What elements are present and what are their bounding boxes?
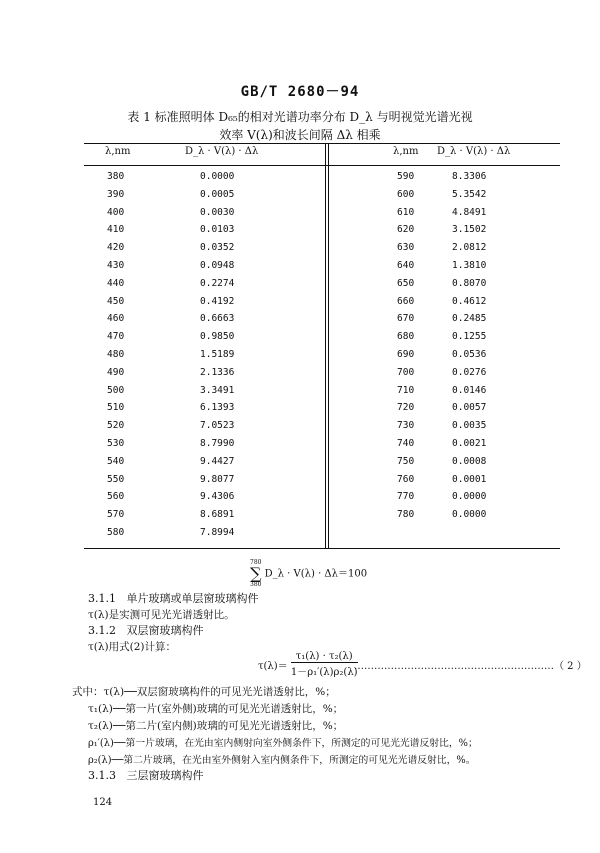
table-header-rule bbox=[84, 165, 560, 166]
where-line-2: τ₁(λ)──第一片(室外侧)玻璃的可见光光谱透射比，%； bbox=[88, 703, 344, 715]
table-cell-wavelength: 760 bbox=[397, 473, 415, 485]
table-cell-wavelength: 450 bbox=[107, 295, 125, 307]
header-wavelength-left: λ,nm bbox=[105, 146, 131, 157]
table-cell-wavelength: 410 bbox=[107, 224, 125, 236]
table-cell-value: 0.0000 bbox=[452, 509, 487, 521]
table-cell-value: 0.0000 bbox=[452, 491, 487, 503]
table-cell-value: 6.1393 bbox=[200, 402, 235, 414]
section-title: 单片玻璃或单层窗玻璃构件 bbox=[126, 592, 259, 605]
table-caption-line2: 效率 V(λ)和波长间隔 Δλ 相乘 bbox=[219, 128, 381, 142]
header-wavelength-right: λ,nm bbox=[393, 146, 419, 157]
section-title: 三层窗玻璃构件 bbox=[126, 769, 204, 782]
table-cell-wavelength: 720 bbox=[397, 402, 415, 414]
table-cell-wavelength: 390 bbox=[107, 188, 125, 200]
table-cell-wavelength: 670 bbox=[397, 313, 415, 325]
table-cell-value: 7.8994 bbox=[200, 527, 235, 538]
table-cell-wavelength: 710 bbox=[397, 384, 415, 396]
table-cell-wavelength: 620 bbox=[397, 224, 415, 236]
table-cell-value: 0.0008 bbox=[452, 455, 487, 467]
where-line-1: 式中：τ(λ)──双层窗玻璃构件的可见光光谱透射比，%； bbox=[72, 686, 336, 698]
formula-numerator: τ₁(λ) · τ₂(λ) bbox=[291, 651, 358, 663]
table-cell-value: 0.4192 bbox=[200, 295, 235, 307]
sum-body: D_λ · V(λ) · Δλ＝100 bbox=[264, 568, 368, 580]
table-cell-value: 3.1502 bbox=[452, 224, 487, 236]
table-cell-wavelength: 520 bbox=[107, 420, 125, 432]
table-cell-wavelength: 470 bbox=[107, 331, 125, 343]
table-cell-wavelength: 440 bbox=[107, 277, 125, 289]
table-cell-value: 0.2274 bbox=[200, 277, 235, 289]
table-cell-value: 8.7990 bbox=[200, 438, 235, 449]
section-number: 3.1.2 bbox=[88, 624, 116, 637]
where-line-4: ρ₁′(λ)──第一片玻璃，在光由室内侧射向室外侧条件下，所测定的可见光光谱反射比，%； bbox=[88, 738, 478, 749]
section-number: 3.1.3 bbox=[88, 769, 116, 782]
table-cell-value: 1.5189 bbox=[200, 349, 235, 360]
formula-denominator: 1－ρ₁′(λ)ρ₂(λ) bbox=[290, 667, 358, 678]
table-cell-wavelength: 460 bbox=[107, 313, 125, 325]
table-cell-wavelength: 660 bbox=[397, 295, 415, 307]
table-cell-wavelength: 730 bbox=[397, 420, 415, 432]
header-value-right: D_λ · V(λ) · Δλ bbox=[437, 146, 511, 157]
table-column-divider bbox=[325, 143, 329, 548]
table-cell-value: 0.6663 bbox=[200, 313, 235, 325]
table-cell-wavelength: 500 bbox=[107, 384, 125, 396]
table-cell-wavelength: 380 bbox=[107, 171, 125, 182]
table-cell-wavelength: 580 bbox=[107, 527, 125, 538]
table-cell-wavelength: 510 bbox=[107, 402, 125, 414]
table-cell-value: 1.3810 bbox=[452, 260, 487, 271]
summation-formula bbox=[250, 560, 390, 588]
table-cell-value: 0.0021 bbox=[452, 438, 487, 449]
table-cell-wavelength: 750 bbox=[397, 455, 415, 467]
table-cell-value: 0.0057 bbox=[452, 402, 487, 414]
table-cell-value: 0.4612 bbox=[452, 295, 487, 307]
formula-2 bbox=[258, 651, 358, 678]
table-cell-value: 9.8077 bbox=[200, 473, 235, 485]
table-cell-value: 0.2485 bbox=[452, 313, 487, 325]
table-cell-wavelength: 740 bbox=[397, 438, 415, 449]
table-cell-value: 4.8491 bbox=[452, 206, 487, 218]
table-cell-value: 9.4427 bbox=[200, 455, 235, 467]
table-cell-wavelength: 480 bbox=[107, 349, 125, 360]
table-cell-wavelength: 530 bbox=[107, 438, 125, 449]
table-cell-value: 3.3491 bbox=[200, 384, 235, 396]
table-caption-line1: 表 1 标准照明体 D₆₅的相对光谱功率分布 D_λ 与明视觉光谱光视 bbox=[127, 110, 473, 124]
table-cell-value: 0.0103 bbox=[200, 224, 235, 236]
table-cell-value: 0.0948 bbox=[200, 260, 235, 271]
table-cell-value: 2.1336 bbox=[200, 366, 235, 378]
section-title: 双层窗玻璃构件 bbox=[126, 624, 204, 637]
table-cell-wavelength: 700 bbox=[397, 366, 415, 378]
section-3-1-1 bbox=[88, 590, 259, 606]
table-cell-value: 7.0523 bbox=[200, 420, 235, 432]
table-top-rule bbox=[84, 143, 560, 144]
table-cell-value: 0.8070 bbox=[452, 277, 487, 289]
table-cell-wavelength: 560 bbox=[107, 491, 125, 503]
table-cell-wavelength: 420 bbox=[107, 242, 125, 254]
table-cell-value: 9.4306 bbox=[200, 491, 235, 503]
sum-upper-limit: 780 bbox=[250, 559, 262, 566]
table-cell-value: 0.0352 bbox=[200, 242, 235, 254]
table-cell-value: 0.0276 bbox=[452, 366, 487, 378]
sum-lower-limit: 380 bbox=[250, 581, 262, 588]
table-cell-value: 0.0030 bbox=[200, 206, 235, 218]
table-cell-value: 0.0146 bbox=[452, 384, 487, 396]
table-cell-value: 0.0536 bbox=[452, 349, 487, 360]
table-cell-wavelength: 610 bbox=[397, 206, 415, 218]
table-cell-wavelength: 780 bbox=[397, 509, 415, 521]
table-cell-wavelength: 590 bbox=[397, 171, 415, 182]
table-cell-wavelength: 430 bbox=[107, 260, 125, 271]
section-3-1-1-text: τ(λ)是实测可见光光谱透射比。 bbox=[88, 609, 235, 621]
section-3-1-3 bbox=[88, 767, 204, 783]
table-cell-wavelength: 570 bbox=[107, 509, 125, 521]
formula-tag: ……………………………………………………（ 2 ） bbox=[354, 661, 587, 672]
formula-fraction bbox=[291, 651, 358, 678]
table-cell-value: 2.0812 bbox=[452, 242, 487, 254]
table-cell-wavelength: 770 bbox=[397, 491, 415, 503]
table-cell-wavelength: 630 bbox=[397, 242, 415, 254]
section-3-1-2-text: τ(λ)用式(2)计算： bbox=[88, 641, 177, 653]
section-3-1-2 bbox=[88, 622, 204, 638]
table-bottom-rule bbox=[84, 548, 560, 549]
table-cell-wavelength: 550 bbox=[107, 473, 125, 485]
table-cell-value: 5.3542 bbox=[452, 188, 487, 200]
table-cell-wavelength: 650 bbox=[397, 277, 415, 289]
section-number: 3.1.1 bbox=[88, 592, 116, 605]
page-number: 124 bbox=[93, 797, 113, 808]
table-cell-value: 0.0005 bbox=[200, 188, 235, 200]
table-cell-wavelength: 400 bbox=[107, 206, 125, 218]
table-cell-wavelength: 540 bbox=[107, 455, 125, 467]
table-cell-value: 0.0001 bbox=[452, 473, 487, 485]
table-cell-wavelength: 490 bbox=[107, 366, 125, 378]
table-cell-wavelength: 640 bbox=[397, 260, 415, 271]
standard-number: GB/T 2680－94 bbox=[240, 84, 360, 100]
formula-lhs: τ(λ)＝ bbox=[258, 661, 288, 672]
table-cell-wavelength: 600 bbox=[397, 188, 415, 200]
table-cell-wavelength: 680 bbox=[397, 331, 415, 343]
table-cell-value: 0.0000 bbox=[200, 171, 235, 182]
header-value-left: D_λ · V(λ) · Δλ bbox=[185, 146, 259, 157]
where-line-3: τ₂(λ)──第二片(室内侧)玻璃的可见光光谱透射比，%； bbox=[88, 720, 344, 732]
table-cell-value: 0.0035 bbox=[452, 420, 487, 432]
where-line-5: ρ₂(λ)──第二片玻璃，在光由室外侧射入室内侧条件下，所测定的可见光光谱反射比，%。 bbox=[88, 755, 476, 766]
table-cell-value: 8.3306 bbox=[452, 171, 487, 182]
table-cell-value: 0.1255 bbox=[452, 331, 487, 343]
sum-sigma: ∑ bbox=[250, 564, 262, 583]
table-cell-wavelength: 690 bbox=[397, 349, 415, 360]
table-cell-value: 8.6891 bbox=[200, 509, 235, 521]
table-cell-value: 0.9850 bbox=[200, 331, 235, 343]
